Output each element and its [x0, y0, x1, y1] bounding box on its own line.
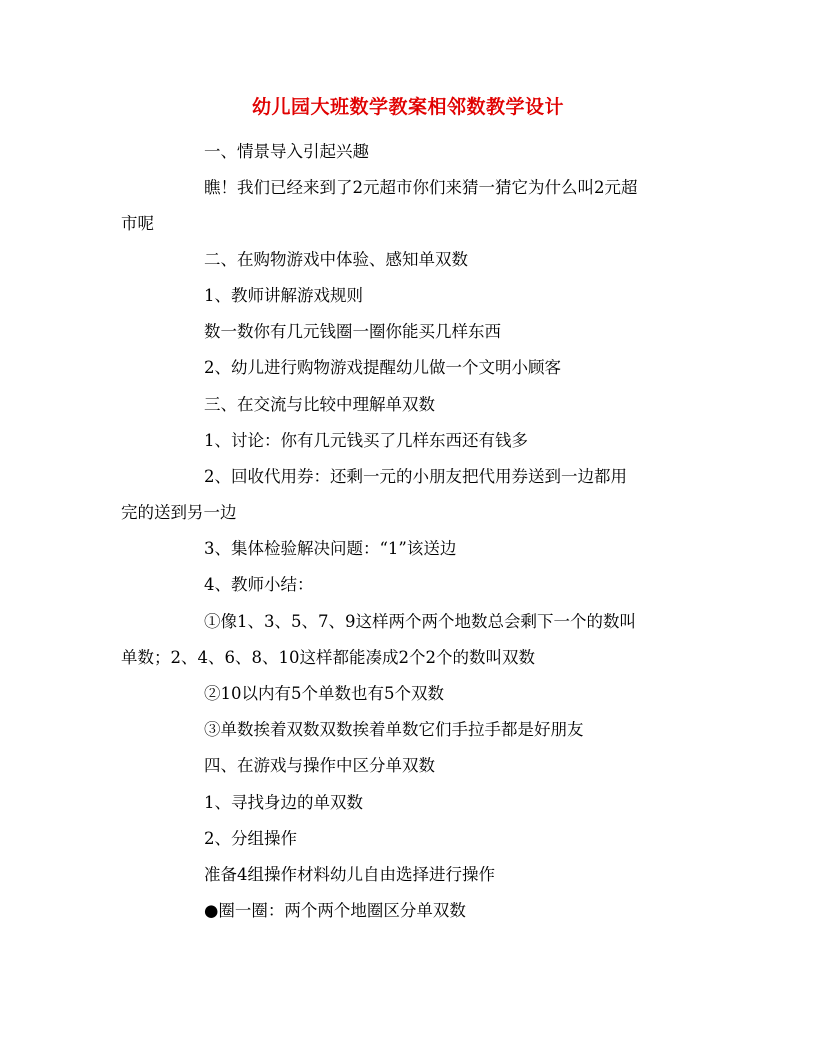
paragraph-line: 1、教师讲解游戏规则: [204, 286, 363, 305]
paragraph-line: 准备4组操作材料幼儿自由选择进行操作: [204, 865, 495, 884]
paragraph-line: 1、讨论：你有几元钱买了几样东西还有钱多: [204, 431, 528, 450]
document-title: 幼儿园大班数学教案相邻数教学设计: [251, 96, 564, 118]
section-heading: 二、在购物游戏中体验、感知单双数: [204, 250, 468, 269]
paragraph-line: ①像1、3、5、7、9这样两个两个地数总会剩下一个的数叫: [204, 612, 636, 631]
paragraph-line: 2、幼儿进行购物游戏提醒幼儿做一个文明小顾客: [204, 358, 561, 377]
paragraph-line: 3、集体检验解决问题：“1”该送边: [204, 539, 457, 558]
paragraph-line: 完的送到另一边: [121, 503, 237, 522]
paragraph-line: 单数；2、4、6、8、10这样都能凑成2个2个的数叫双数: [121, 648, 535, 667]
section-heading: 一、情景导入引起兴趣: [204, 142, 369, 161]
paragraph-line: 瞧！我们已经来到了2元超市你们来猜一猜它为什么叫2元超: [204, 178, 638, 197]
paragraph-line: ●圈一圈：两个两个地圈区分单双数: [204, 901, 466, 920]
paragraph-line: 1、寻找身边的单双数: [204, 793, 363, 812]
paragraph-line: 市呢: [121, 214, 154, 233]
paragraph-line: 2、回收代用券：还剩一元的小朋友把代用券送到一边都用: [204, 467, 627, 486]
paragraph-line: 4、教师小结：: [204, 575, 314, 594]
section-heading: 四、在游戏与操作中区分单双数: [204, 756, 435, 775]
paragraph-line: 数一数你有几元钱圈一圈你能买几样东西: [204, 322, 501, 341]
paragraph-line: 2、分组操作: [204, 829, 297, 848]
paragraph-line: ②10以内有5个单数也有5个双数: [204, 684, 444, 703]
paragraph-line: ③单数挨着双数双数挨着单数它们手拉手都是好朋友: [204, 720, 584, 739]
section-heading: 三、在交流与比较中理解单双数: [204, 395, 435, 414]
